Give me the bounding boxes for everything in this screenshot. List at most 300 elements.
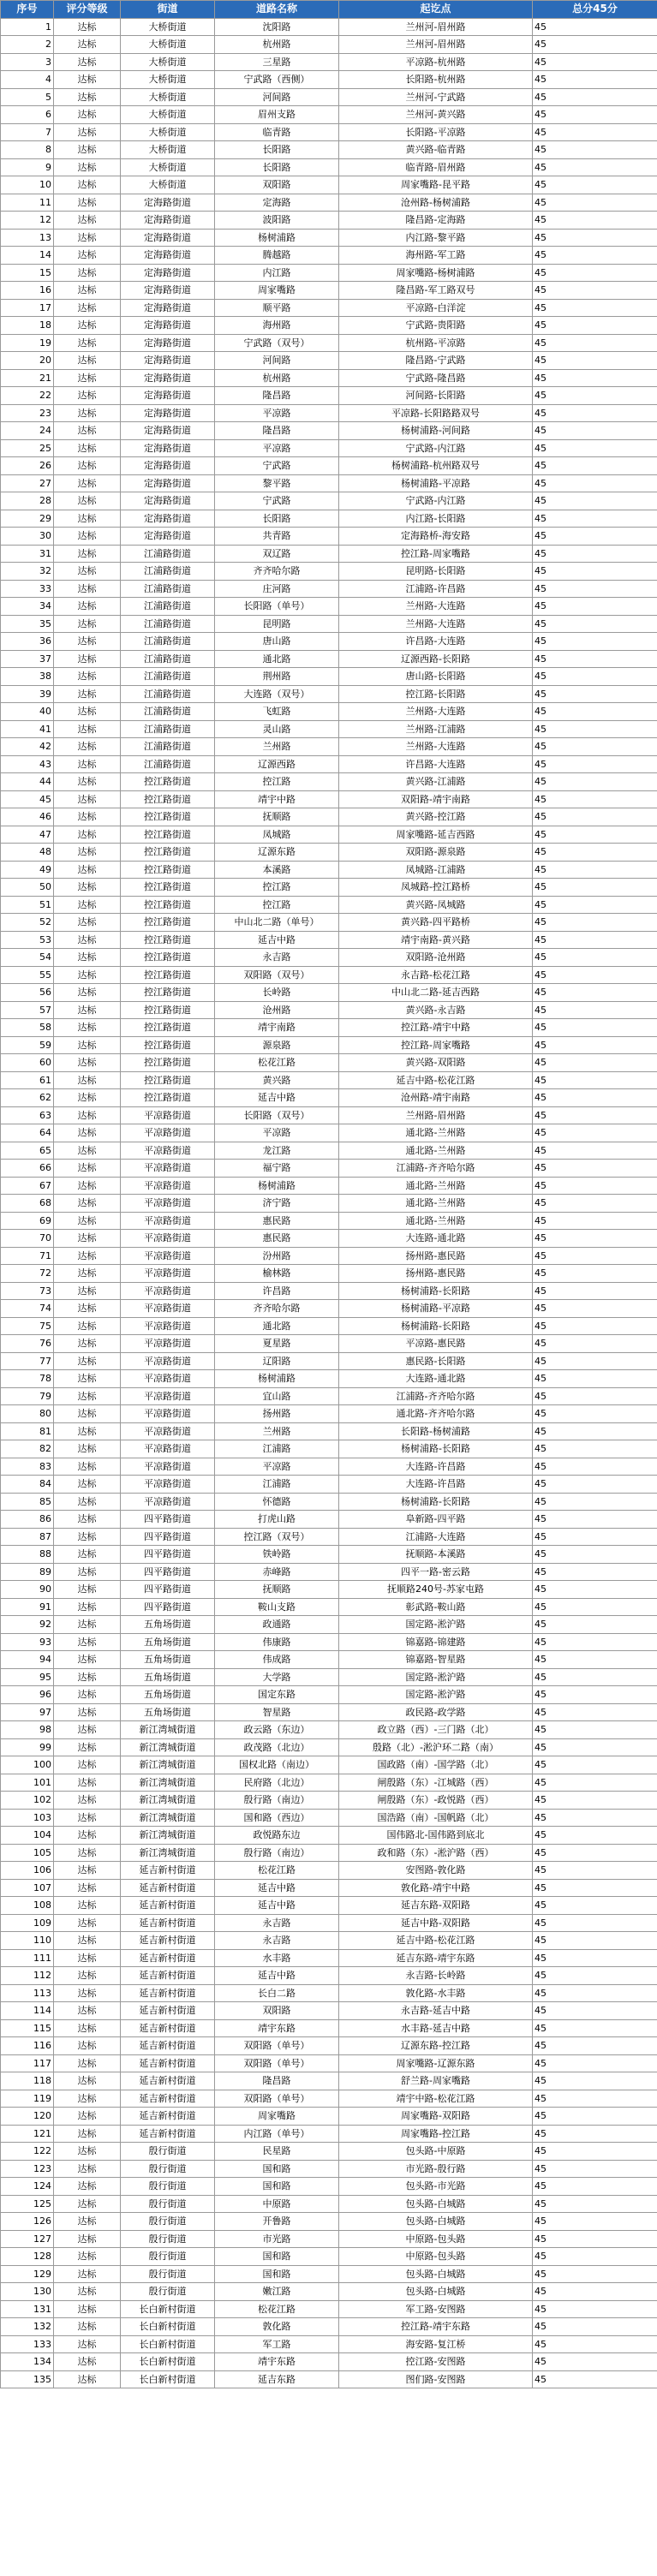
cell-road[interactable]: 延吉中路: [215, 1089, 339, 1107]
cell-street[interactable]: 江浦路街道: [121, 650, 215, 668]
cell-seq[interactable]: 25: [1, 439, 54, 457]
cell-grade[interactable]: 达标: [54, 2143, 121, 2161]
cell-range[interactable]: 彰武路-鞍山路: [339, 1598, 533, 1616]
cell-range[interactable]: 黄兴路-双阳路: [339, 1054, 533, 1072]
cell-seq[interactable]: 14: [1, 247, 54, 265]
cell-grade[interactable]: 达标: [54, 1282, 121, 1300]
cell-score[interactable]: 45: [533, 545, 657, 563]
cell-seq[interactable]: 114: [1, 2002, 54, 2020]
cell-seq[interactable]: 88: [1, 1546, 54, 1564]
cell-score[interactable]: 45: [533, 1598, 657, 1616]
cell-score[interactable]: 45: [533, 1335, 657, 1353]
cell-street[interactable]: 平凉路街道: [121, 1106, 215, 1124]
cell-score[interactable]: 45: [533, 352, 657, 370]
cell-score[interactable]: 45: [533, 1352, 657, 1370]
cell-seq[interactable]: 35: [1, 615, 54, 633]
cell-seq[interactable]: 131: [1, 2300, 54, 2318]
cell-seq[interactable]: 101: [1, 1774, 54, 1792]
cell-street[interactable]: 殷行街道: [121, 2195, 215, 2213]
cell-street[interactable]: 平凉路街道: [121, 1282, 215, 1300]
cell-road[interactable]: 辽源东路: [215, 844, 339, 862]
cell-score[interactable]: 45: [533, 2213, 657, 2231]
cell-road[interactable]: 铁岭路: [215, 1546, 339, 1564]
cell-score[interactable]: 45: [533, 317, 657, 335]
cell-street[interactable]: 江浦路街道: [121, 738, 215, 756]
cell-range[interactable]: 凤城路-控江路桥: [339, 879, 533, 897]
cell-road[interactable]: 双阳路: [215, 176, 339, 194]
cell-grade[interactable]: 达标: [54, 2318, 121, 2336]
cell-street[interactable]: 平凉路街道: [121, 1422, 215, 1440]
cell-seq[interactable]: 9: [1, 158, 54, 176]
cell-grade[interactable]: 达标: [54, 2213, 121, 2231]
cell-score[interactable]: 45: [533, 966, 657, 984]
cell-grade[interactable]: 达标: [54, 1054, 121, 1072]
cell-road[interactable]: 永吉路: [215, 949, 339, 967]
cell-road[interactable]: 宁武路: [215, 492, 339, 510]
cell-range[interactable]: 国定路-淞沪路: [339, 1686, 533, 1704]
cell-range[interactable]: 政民路-政学路: [339, 1703, 533, 1721]
cell-range[interactable]: 黄兴路-临青路: [339, 141, 533, 159]
cell-road[interactable]: 通北路: [215, 1317, 339, 1335]
cell-street[interactable]: 大桥街道: [121, 158, 215, 176]
cell-seq[interactable]: 68: [1, 1195, 54, 1213]
cell-grade[interactable]: 达标: [54, 2283, 121, 2301]
cell-street[interactable]: 控江路街道: [121, 808, 215, 826]
cell-grade[interactable]: 达标: [54, 2178, 121, 2196]
cell-street[interactable]: 延吉新村街道: [121, 1967, 215, 1985]
cell-score[interactable]: 45: [533, 1476, 657, 1494]
cell-range[interactable]: 唐山路-长阳路: [339, 668, 533, 686]
cell-seq[interactable]: 62: [1, 1089, 54, 1107]
cell-score[interactable]: 45: [533, 212, 657, 230]
cell-street[interactable]: 平凉路街道: [121, 1370, 215, 1388]
cell-street[interactable]: 新江湾城街道: [121, 1738, 215, 1756]
cell-seq[interactable]: 19: [1, 334, 54, 352]
cell-street[interactable]: 平凉路街道: [121, 1177, 215, 1195]
cell-road[interactable]: 民星路: [215, 2143, 339, 2161]
cell-range[interactable]: 永吉路-长岭路: [339, 1967, 533, 1985]
cell-seq[interactable]: 18: [1, 317, 54, 335]
cell-seq[interactable]: 69: [1, 1212, 54, 1230]
cell-seq[interactable]: 123: [1, 2160, 54, 2178]
cell-range[interactable]: 杨树浦路-平凉路: [339, 474, 533, 492]
cell-grade[interactable]: 达标: [54, 1546, 121, 1564]
cell-score[interactable]: 45: [533, 1387, 657, 1405]
cell-seq[interactable]: 66: [1, 1160, 54, 1178]
cell-seq[interactable]: 85: [1, 1493, 54, 1511]
cell-road[interactable]: 长阳路: [215, 510, 339, 528]
cell-street[interactable]: 控江路街道: [121, 896, 215, 914]
cell-range[interactable]: 殷路（北）-淞沪环二路（南）: [339, 1738, 533, 1756]
cell-range[interactable]: 扬州路-惠民路: [339, 1247, 533, 1265]
cell-range[interactable]: 水丰路-延吉中路: [339, 2019, 533, 2037]
cell-street[interactable]: 新江湾城街道: [121, 1721, 215, 1739]
cell-seq[interactable]: 31: [1, 545, 54, 563]
cell-seq[interactable]: 56: [1, 984, 54, 1002]
header-road[interactable]: 道路名称: [215, 1, 339, 19]
cell-road[interactable]: 杭州路: [215, 36, 339, 54]
cell-road[interactable]: 怀德路: [215, 1493, 339, 1511]
cell-grade[interactable]: 达标: [54, 53, 121, 71]
cell-range[interactable]: 杨树浦路-长阳路: [339, 1440, 533, 1458]
cell-seq[interactable]: 100: [1, 1756, 54, 1774]
cell-score[interactable]: 45: [533, 984, 657, 1002]
cell-road[interactable]: 国权北路（南边）: [215, 1756, 339, 1774]
cell-range[interactable]: 黄兴路-凤城路: [339, 896, 533, 914]
cell-grade[interactable]: 达标: [54, 1195, 121, 1213]
cell-street[interactable]: 平凉路街道: [121, 1387, 215, 1405]
cell-grade[interactable]: 达标: [54, 2353, 121, 2371]
cell-seq[interactable]: 54: [1, 949, 54, 967]
cell-street[interactable]: 平凉路街道: [121, 1352, 215, 1370]
cell-road[interactable]: 国和路（西边）: [215, 1809, 339, 1827]
cell-seq[interactable]: 93: [1, 1633, 54, 1651]
cell-grade[interactable]: 达标: [54, 439, 121, 457]
cell-score[interactable]: 45: [533, 106, 657, 124]
cell-grade[interactable]: 达标: [54, 1440, 121, 1458]
cell-range[interactable]: 控江路-周家嘴路: [339, 1036, 533, 1054]
cell-street[interactable]: 定海路街道: [121, 352, 215, 370]
cell-street[interactable]: 定海路街道: [121, 474, 215, 492]
cell-range[interactable]: 控江路-靖宇中路: [339, 1019, 533, 1037]
cell-score[interactable]: 45: [533, 2125, 657, 2143]
cell-street[interactable]: 延吉新村街道: [121, 2054, 215, 2072]
cell-score[interactable]: 45: [533, 264, 657, 282]
cell-seq[interactable]: 39: [1, 685, 54, 703]
cell-street[interactable]: 控江路街道: [121, 1036, 215, 1054]
cell-score[interactable]: 45: [533, 510, 657, 528]
cell-seq[interactable]: 115: [1, 2019, 54, 2037]
cell-street[interactable]: 定海路街道: [121, 439, 215, 457]
cell-range[interactable]: 杨树浦路-长阳路: [339, 1493, 533, 1511]
cell-grade[interactable]: 达标: [54, 88, 121, 106]
cell-road[interactable]: 齐齐哈尔路: [215, 1300, 339, 1318]
cell-score[interactable]: 45: [533, 790, 657, 808]
cell-grade[interactable]: 达标: [54, 106, 121, 124]
cell-road[interactable]: 民府路（北边）: [215, 1774, 339, 1792]
cell-score[interactable]: 45: [533, 1563, 657, 1581]
cell-street[interactable]: 平凉路街道: [121, 1335, 215, 1353]
cell-street[interactable]: 控江路街道: [121, 984, 215, 1002]
cell-street[interactable]: 定海路街道: [121, 369, 215, 387]
cell-range[interactable]: 宁武路-内江路: [339, 492, 533, 510]
cell-seq[interactable]: 33: [1, 580, 54, 598]
cell-road[interactable]: 三星路: [215, 53, 339, 71]
cell-range[interactable]: 通北路-兰州路: [339, 1142, 533, 1160]
cell-range[interactable]: 控江路-靖宇东路: [339, 2318, 533, 2336]
cell-road[interactable]: 平凉路: [215, 439, 339, 457]
cell-seq[interactable]: 37: [1, 650, 54, 668]
cell-range[interactable]: 临青路-眉州路: [339, 158, 533, 176]
cell-road[interactable]: 杭州路: [215, 369, 339, 387]
cell-range[interactable]: 控江路-安图路: [339, 2353, 533, 2371]
cell-score[interactable]: 45: [533, 615, 657, 633]
cell-range[interactable]: 延吉东路-双阳路: [339, 1897, 533, 1915]
cell-score[interactable]: 45: [533, 1792, 657, 1810]
cell-seq[interactable]: 132: [1, 2318, 54, 2336]
cell-road[interactable]: 敦化路: [215, 2318, 339, 2336]
cell-street[interactable]: 长白新村街道: [121, 2300, 215, 2318]
cell-seq[interactable]: 46: [1, 808, 54, 826]
cell-grade[interactable]: 达标: [54, 2300, 121, 2318]
cell-street[interactable]: 控江路街道: [121, 1071, 215, 1089]
cell-road[interactable]: 延吉中路: [215, 1897, 339, 1915]
cell-range[interactable]: 辽源西路-长阳路: [339, 650, 533, 668]
cell-street[interactable]: 江浦路街道: [121, 755, 215, 773]
cell-street[interactable]: 长白新村街道: [121, 2318, 215, 2336]
cell-range[interactable]: 国政路（南）-国学路（北）: [339, 1756, 533, 1774]
cell-street[interactable]: 江浦路街道: [121, 545, 215, 563]
cell-seq[interactable]: 133: [1, 2335, 54, 2353]
cell-range[interactable]: 杨树浦路-杭州路双号: [339, 457, 533, 475]
cell-street[interactable]: 四平路街道: [121, 1528, 215, 1546]
cell-seq[interactable]: 126: [1, 2213, 54, 2231]
cell-seq[interactable]: 129: [1, 2265, 54, 2283]
cell-range[interactable]: 兰州河-眉州路: [339, 18, 533, 36]
cell-street[interactable]: 延吉新村街道: [121, 1879, 215, 1897]
cell-street[interactable]: 延吉新村街道: [121, 1914, 215, 1932]
cell-grade[interactable]: 达标: [54, 1581, 121, 1599]
cell-seq[interactable]: 22: [1, 387, 54, 405]
cell-score[interactable]: 45: [533, 1668, 657, 1686]
cell-grade[interactable]: 达标: [54, 1247, 121, 1265]
cell-street[interactable]: 延吉新村街道: [121, 2002, 215, 2020]
cell-range[interactable]: 国定路-淞沪路: [339, 1616, 533, 1634]
cell-seq[interactable]: 13: [1, 229, 54, 247]
cell-street[interactable]: 江浦路街道: [121, 598, 215, 616]
cell-street[interactable]: 控江路街道: [121, 1054, 215, 1072]
cell-score[interactable]: 45: [533, 1247, 657, 1265]
cell-grade[interactable]: 达标: [54, 1370, 121, 1388]
cell-seq[interactable]: 26: [1, 457, 54, 475]
cell-range[interactable]: 隆昌路-定海路: [339, 212, 533, 230]
cell-road[interactable]: 开鲁路: [215, 2213, 339, 2231]
cell-score[interactable]: 45: [533, 141, 657, 159]
cell-range[interactable]: 闸殷路（东）-江城路（西）: [339, 1774, 533, 1792]
cell-score[interactable]: 45: [533, 1001, 657, 1019]
cell-seq[interactable]: 121: [1, 2125, 54, 2143]
cell-seq[interactable]: 104: [1, 1827, 54, 1845]
cell-score[interactable]: 45: [533, 299, 657, 317]
cell-grade[interactable]: 达标: [54, 1352, 121, 1370]
cell-score[interactable]: 45: [533, 1142, 657, 1160]
cell-street[interactable]: 大桥街道: [121, 88, 215, 106]
cell-grade[interactable]: 达标: [54, 984, 121, 1002]
cell-grade[interactable]: 达标: [54, 1844, 121, 1862]
cell-road[interactable]: 伟康路: [215, 1633, 339, 1651]
cell-street[interactable]: 长白新村街道: [121, 2370, 215, 2388]
cell-score[interactable]: 45: [533, 2283, 657, 2301]
cell-range[interactable]: 闸殷路（东）-政悦路（西）: [339, 1792, 533, 1810]
cell-road[interactable]: 嫩江路: [215, 2283, 339, 2301]
cell-score[interactable]: 45: [533, 422, 657, 440]
cell-road[interactable]: 延吉东路: [215, 2370, 339, 2388]
cell-seq[interactable]: 119: [1, 2090, 54, 2108]
cell-street[interactable]: 控江路街道: [121, 914, 215, 932]
cell-street[interactable]: 新江湾城街道: [121, 1774, 215, 1792]
cell-street[interactable]: 平凉路街道: [121, 1493, 215, 1511]
cell-road[interactable]: 抚顺路: [215, 1581, 339, 1599]
cell-range[interactable]: 包头路-白城路: [339, 2283, 533, 2301]
cell-road[interactable]: 大连路（双号）: [215, 685, 339, 703]
cell-score[interactable]: 45: [533, 598, 657, 616]
cell-road[interactable]: 沧州路: [215, 1001, 339, 1019]
cell-range[interactable]: 河间路-长阳路: [339, 387, 533, 405]
cell-road[interactable]: 打虎山路: [215, 1511, 339, 1529]
cell-road[interactable]: 水丰路: [215, 1949, 339, 1967]
header-street[interactable]: 街道: [121, 1, 215, 19]
cell-score[interactable]: 45: [533, 369, 657, 387]
cell-street[interactable]: 定海路街道: [121, 510, 215, 528]
cell-road[interactable]: 隆昌路: [215, 387, 339, 405]
cell-range[interactable]: 双阳路-源泉路: [339, 844, 533, 862]
cell-road[interactable]: 军工路: [215, 2335, 339, 2353]
cell-score[interactable]: 45: [533, 1633, 657, 1651]
cell-score[interactable]: 45: [533, 1738, 657, 1756]
cell-grade[interactable]: 达标: [54, 914, 121, 932]
cell-score[interactable]: 45: [533, 2318, 657, 2336]
cell-range[interactable]: 抚顺路-本溪路: [339, 1546, 533, 1564]
cell-seq[interactable]: 112: [1, 1967, 54, 1985]
cell-score[interactable]: 45: [533, 1300, 657, 1318]
cell-road[interactable]: 殷行路（南边）: [215, 1792, 339, 1810]
cell-score[interactable]: 45: [533, 229, 657, 247]
cell-road[interactable]: 内江路（单号）: [215, 2125, 339, 2143]
cell-seq[interactable]: 10: [1, 176, 54, 194]
cell-range[interactable]: 图们路-安图路: [339, 2370, 533, 2388]
cell-range[interactable]: 国定路-淞沪路: [339, 1668, 533, 1686]
cell-range[interactable]: 江浦路-齐齐哈尔路: [339, 1387, 533, 1405]
cell-range[interactable]: 兰州路-眉州路: [339, 1106, 533, 1124]
cell-grade[interactable]: 达标: [54, 1721, 121, 1739]
cell-street[interactable]: 控江路街道: [121, 826, 215, 844]
cell-score[interactable]: 45: [533, 1195, 657, 1213]
cell-score[interactable]: 45: [533, 703, 657, 721]
cell-seq[interactable]: 4: [1, 71, 54, 89]
cell-street[interactable]: 四平路街道: [121, 1598, 215, 1616]
cell-score[interactable]: 45: [533, 1019, 657, 1037]
cell-score[interactable]: 45: [533, 1440, 657, 1458]
cell-road[interactable]: 河间路: [215, 352, 339, 370]
cell-score[interactable]: 45: [533, 1089, 657, 1107]
cell-road[interactable]: 政通路: [215, 1616, 339, 1634]
cell-seq[interactable]: 42: [1, 738, 54, 756]
cell-street[interactable]: 江浦路街道: [121, 720, 215, 738]
cell-range[interactable]: 扬州路-惠民路: [339, 1265, 533, 1283]
cell-road[interactable]: 定海路: [215, 194, 339, 212]
cell-street[interactable]: 五角场街道: [121, 1633, 215, 1651]
cell-street[interactable]: 定海路街道: [121, 422, 215, 440]
cell-seq[interactable]: 16: [1, 282, 54, 300]
cell-seq[interactable]: 43: [1, 755, 54, 773]
cell-seq[interactable]: 2: [1, 36, 54, 54]
cell-range[interactable]: 隆昌路-军工路双号: [339, 282, 533, 300]
cell-range[interactable]: 兰州路-江浦路: [339, 720, 533, 738]
cell-range[interactable]: 周家嘴路-昆平路: [339, 176, 533, 194]
cell-score[interactable]: 45: [533, 194, 657, 212]
cell-grade[interactable]: 达标: [54, 2265, 121, 2283]
cell-score[interactable]: 45: [533, 2002, 657, 2020]
cell-score[interactable]: 45: [533, 2072, 657, 2090]
cell-seq[interactable]: 109: [1, 1914, 54, 1932]
cell-score[interactable]: 45: [533, 738, 657, 756]
cell-road[interactable]: 杨树浦路: [215, 1370, 339, 1388]
cell-grade[interactable]: 达标: [54, 212, 121, 230]
cell-road[interactable]: 长阳路（单号）: [215, 598, 339, 616]
cell-grade[interactable]: 达标: [54, 334, 121, 352]
cell-seq[interactable]: 73: [1, 1282, 54, 1300]
cell-range[interactable]: 辽源东路-控江路: [339, 2037, 533, 2055]
cell-seq[interactable]: 120: [1, 2108, 54, 2126]
cell-street[interactable]: 平凉路街道: [121, 1300, 215, 1318]
cell-score[interactable]: 45: [533, 36, 657, 54]
cell-road[interactable]: 中山北二路（单号）: [215, 914, 339, 932]
cell-score[interactable]: 45: [533, 1405, 657, 1423]
cell-road[interactable]: 夏星路: [215, 1335, 339, 1353]
cell-grade[interactable]: 达标: [54, 2072, 121, 2090]
cell-grade[interactable]: 达标: [54, 790, 121, 808]
cell-road[interactable]: 宁武路（西侧）: [215, 71, 339, 89]
cell-seq[interactable]: 74: [1, 1300, 54, 1318]
cell-street[interactable]: 大桥街道: [121, 106, 215, 124]
cell-street[interactable]: 殷行街道: [121, 2178, 215, 2196]
cell-grade[interactable]: 达标: [54, 1598, 121, 1616]
cell-range[interactable]: 通北路-齐齐哈尔路: [339, 1405, 533, 1423]
cell-score[interactable]: 45: [533, 1897, 657, 1915]
cell-road[interactable]: 国和路: [215, 2178, 339, 2196]
header-score[interactable]: 总分45分: [533, 1, 657, 19]
cell-score[interactable]: 45: [533, 1879, 657, 1897]
cell-score[interactable]: 45: [533, 2037, 657, 2055]
cell-road[interactable]: 荆州路: [215, 668, 339, 686]
cell-grade[interactable]: 达标: [54, 1019, 121, 1037]
cell-grade[interactable]: 达标: [54, 1124, 121, 1142]
cell-range[interactable]: 控江路-周家嘴路: [339, 545, 533, 563]
cell-score[interactable]: 45: [533, 88, 657, 106]
cell-grade[interactable]: 达标: [54, 685, 121, 703]
cell-street[interactable]: 大桥街道: [121, 18, 215, 36]
cell-score[interactable]: 45: [533, 1651, 657, 1669]
cell-grade[interactable]: 达标: [54, 755, 121, 773]
cell-road[interactable]: 长白二路: [215, 1984, 339, 2002]
cell-street[interactable]: 四平路街道: [121, 1546, 215, 1564]
header-grade[interactable]: 评分等级: [54, 1, 121, 19]
cell-seq[interactable]: 65: [1, 1142, 54, 1160]
cell-seq[interactable]: 75: [1, 1317, 54, 1335]
cell-street[interactable]: 大桥街道: [121, 36, 215, 54]
cell-range[interactable]: 定海路桥-海安路: [339, 528, 533, 546]
cell-grade[interactable]: 达标: [54, 1862, 121, 1880]
cell-score[interactable]: 45: [533, 2143, 657, 2161]
cell-grade[interactable]: 达标: [54, 352, 121, 370]
cell-road[interactable]: 松花江路: [215, 1054, 339, 1072]
cell-road[interactable]: 平凉路: [215, 404, 339, 422]
cell-grade[interactable]: 达标: [54, 1668, 121, 1686]
cell-grade[interactable]: 达标: [54, 598, 121, 616]
cell-street[interactable]: 四平路街道: [121, 1581, 215, 1599]
cell-street[interactable]: 定海路街道: [121, 264, 215, 282]
cell-range[interactable]: 延吉中路-双阳路: [339, 1914, 533, 1932]
cell-road[interactable]: 松花江路: [215, 2300, 339, 2318]
cell-street[interactable]: 长白新村街道: [121, 2353, 215, 2371]
cell-score[interactable]: 45: [533, 2248, 657, 2266]
cell-street[interactable]: 延吉新村街道: [121, 1932, 215, 1950]
cell-seq[interactable]: 113: [1, 1984, 54, 2002]
cell-street[interactable]: 平凉路街道: [121, 1212, 215, 1230]
cell-seq[interactable]: 40: [1, 703, 54, 721]
cell-road[interactable]: 周家嘴路: [215, 282, 339, 300]
cell-road[interactable]: 本溪路: [215, 861, 339, 879]
